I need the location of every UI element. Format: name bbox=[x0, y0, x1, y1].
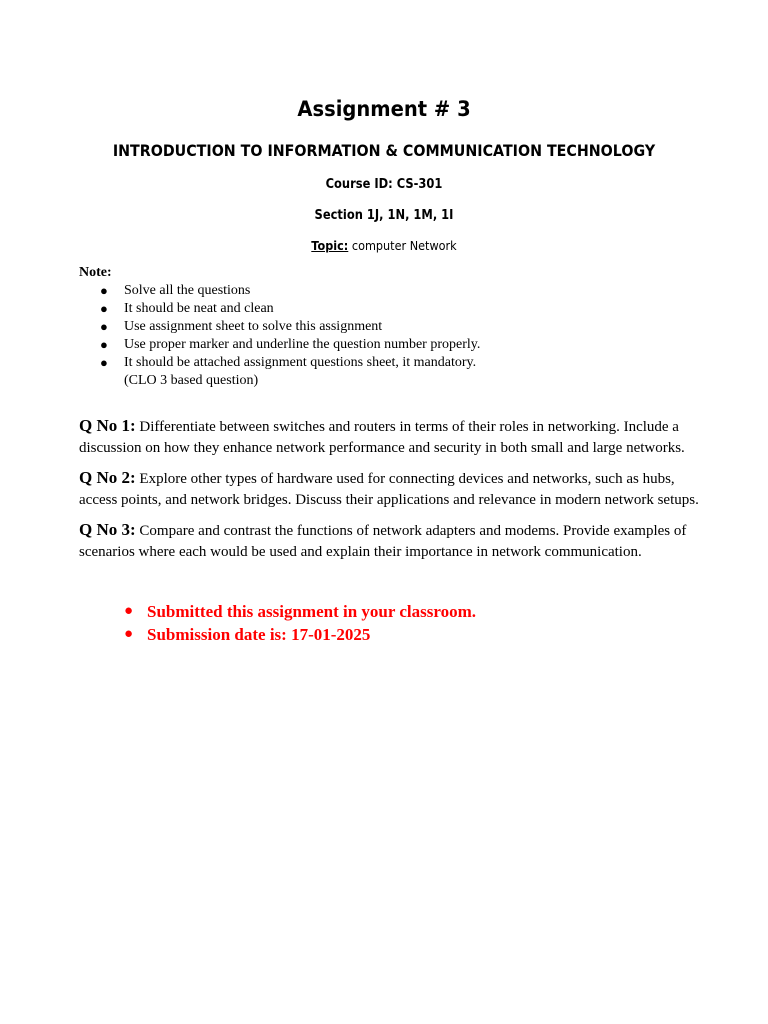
note-item bbox=[79, 300, 719, 318]
bullet-icon: ● bbox=[124, 603, 134, 619]
submission-list bbox=[79, 600, 719, 646]
questions-block bbox=[79, 416, 707, 572]
course-id: Course ID: CS-301 bbox=[325, 176, 443, 192]
note-item bbox=[79, 336, 719, 354]
bullet-icon: ● bbox=[100, 301, 108, 316]
bullet-icon: ● bbox=[124, 626, 134, 642]
question-label: Q No 3: bbox=[79, 520, 136, 539]
page-title: Assignment # 3 bbox=[297, 97, 471, 121]
submission-item bbox=[79, 600, 719, 623]
note-label: Note: bbox=[79, 265, 112, 280]
submission-block bbox=[79, 600, 719, 646]
question-label: Q No 1: bbox=[79, 416, 136, 435]
bullet-icon: ● bbox=[100, 319, 108, 334]
section-line: Section 1J, 1N, 1M, 1I bbox=[314, 207, 454, 223]
question-3 bbox=[79, 520, 707, 562]
question-text: Compare and contrast the functions of network adapters and modems. Provide examples of scenarios where each would be used and explain their importance in network communication. bbox=[79, 523, 687, 560]
note-item-text: It should be neat and clean bbox=[124, 301, 274, 316]
question-1 bbox=[79, 416, 707, 458]
topic-label: Topic: bbox=[311, 238, 349, 253]
note-item bbox=[79, 282, 719, 300]
note-item bbox=[79, 318, 719, 336]
bullet-icon: ● bbox=[100, 355, 108, 370]
course-name: INTRODUCTION TO INFORMATION & COMMUNICATION TECHNOLOGY bbox=[112, 141, 656, 160]
topic-value: computer Network bbox=[351, 238, 457, 253]
question-2 bbox=[79, 468, 707, 510]
question-text: Differentiate between switches and routers in terms of their roles in networking. Include a discussion on how they enhance network performance and security in both small and large networks. bbox=[79, 419, 685, 456]
question-text: Explore other types of hardware used for connecting devices and networks, such as hubs, access points, and network bridges. Discuss their applications and relevance in modern network setups. bbox=[79, 471, 699, 508]
note-item-text: Solve all the questions bbox=[124, 283, 251, 298]
submission-item bbox=[79, 623, 719, 646]
submission-item-text: Submitted this assignment in your classroom. bbox=[147, 602, 477, 621]
note-list bbox=[79, 282, 719, 372]
note-item-text: It should be attached assignment questions sheet, it mandatory. bbox=[124, 355, 477, 370]
question-label: Q No 2: bbox=[79, 468, 136, 487]
note-block bbox=[79, 264, 719, 390]
note-clo-line: (CLO 3 based question) bbox=[124, 373, 259, 388]
bullet-icon: ● bbox=[100, 283, 108, 298]
topic-line bbox=[38, 236, 729, 256]
note-item-text: Use assignment sheet to solve this assignment bbox=[124, 319, 383, 334]
submission-item-text: Submission date is: 17-01-2025 bbox=[147, 625, 371, 644]
note-item bbox=[79, 354, 719, 372]
note-item-text: Use proper marker and underline the question number properly. bbox=[124, 337, 481, 352]
bullet-icon: ● bbox=[100, 337, 108, 352]
